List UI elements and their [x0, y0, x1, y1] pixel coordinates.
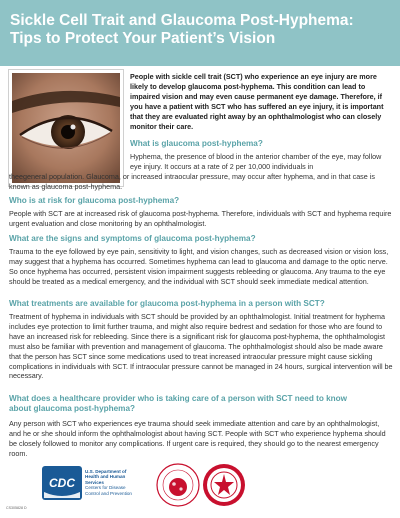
seal-icon — [202, 463, 246, 507]
agency-text — [85, 469, 145, 496]
section-body-what-is-indented: Hyphema, the presence of blood in the anterior chamber of the eye, may follow eye injury. It occurs at a rate of 2 per 10,000 individuals in — [130, 152, 382, 171]
eye-photo — [9, 70, 123, 186]
hhs-line-2: Health and Human Services — [85, 474, 126, 485]
section-heading-what-is: What is glaucoma post-hyphema? — [130, 139, 263, 148]
section-body-provider: Any person with SCT who experiences eye trauma should seek immediate attention and care by an ophthalmologist, and he or she should inform the ophthalmologist about having SCT. People with SCT who experience hyphema should be closely followed to monitor any complications. If urgent care is required, they should go to the nearest emergency room. — [9, 419, 386, 458]
eye-image — [12, 73, 120, 183]
section-body-who-at-risk: People with SCT are at increased risk of glaucoma post-hyphema. Therefore, individuals with SCT and hyphema require urgent evaluation and close monitoring by an ophthalmologist. — [9, 209, 392, 228]
section-heading-provider — [9, 394, 393, 414]
document-code: CS305828 D — [6, 506, 27, 510]
section-heading-provider-line-2: about glaucoma post-hyphema? — [9, 404, 136, 413]
section-heading-provider-line-1: What does a healthcare provider who is taking care of a person with SCT need to know — [9, 394, 348, 403]
section-heading-signs: What are the signs and symptoms of glaucoma post-hyphema? — [9, 234, 256, 243]
section-body-treatments: Treatment of hyphema in individuals with SCT should be provided by an ophthalmologist. Initial treatment for hyphema includes eye protection to limit further trauma, and might also require bedrest and sedation for those who are found to have an increased risk for rebleeding. Since there is a significant risk for glaucoma post-hyphema, the ophthalmologist must also be familiar with prevention and management of glaucoma. The ophthalmologist should also be made aware that the person has SCT since some medications used to treat increased intraocular pressure might cause sickling complications in individuals with SCT. If intraocular pressure cannot be managed in 24 hours, surgical intervention will be necessary. — [9, 312, 393, 381]
section-body-signs: Trauma to the eye followed by eye pain, sensitivity to light, and vision changes, such as decreased vision or vision loss, may suggest that a hyphema has occurred. Sometimes hyphema can lead to glaucoma and damage to the optic nerve. So once hyphema has occurred, persistent vision impairment suggests rebleeding or glaucoma. Any trauma to the eye should be treated as a medical emergency, and the individual with SCT should seek immediate medical attention. — [9, 247, 389, 286]
cdc-line-2: Control and Prevention — [85, 490, 132, 496]
intro-paragraph: People with sickle cell trait (SCT) who experience an eye injury are more likely to develop glaucoma post-hyphema. This condition can lead to impaired vision and may even cause permanent eye damage. Therefore, if you have a patient with SCT who has suffered an eye injury, it is important that they are evaluated right away by an ophthalmologist who can closely monitor their care. — [130, 72, 384, 131]
title-line-1: Sickle Cell Trait and Glaucoma Post-Hyphema: — [10, 12, 354, 29]
page-title — [0, 0, 400, 48]
society-seal-2 — [202, 463, 246, 507]
cdc-logo — [42, 466, 82, 500]
title-line-2: Tips to Protect Your Patient’s Vision — [10, 30, 276, 47]
section-body-what-is: theegeneral population. Glaucoma, or increased intraocular pressure, may occur after hyphema, and in that case is known as glaucoma post-hyphema. — [9, 172, 375, 191]
seal-icon — [156, 463, 200, 507]
title-banner — [0, 0, 400, 66]
section-heading-treatments: What treatments are available for glaucoma post-hyphema in a person with SCT? — [9, 299, 325, 308]
society-seal-1 — [156, 463, 200, 507]
section-heading-who-at-risk: Who is at risk for glaucoma post-hyphema? — [9, 196, 180, 205]
cdc-line-1: Centers for Disease — [85, 485, 126, 491]
cdc-logo-graphic — [42, 466, 82, 500]
cdc-logo-text: CDC — [49, 476, 75, 490]
hhs-line-1: U.S. Department of — [85, 469, 127, 474]
